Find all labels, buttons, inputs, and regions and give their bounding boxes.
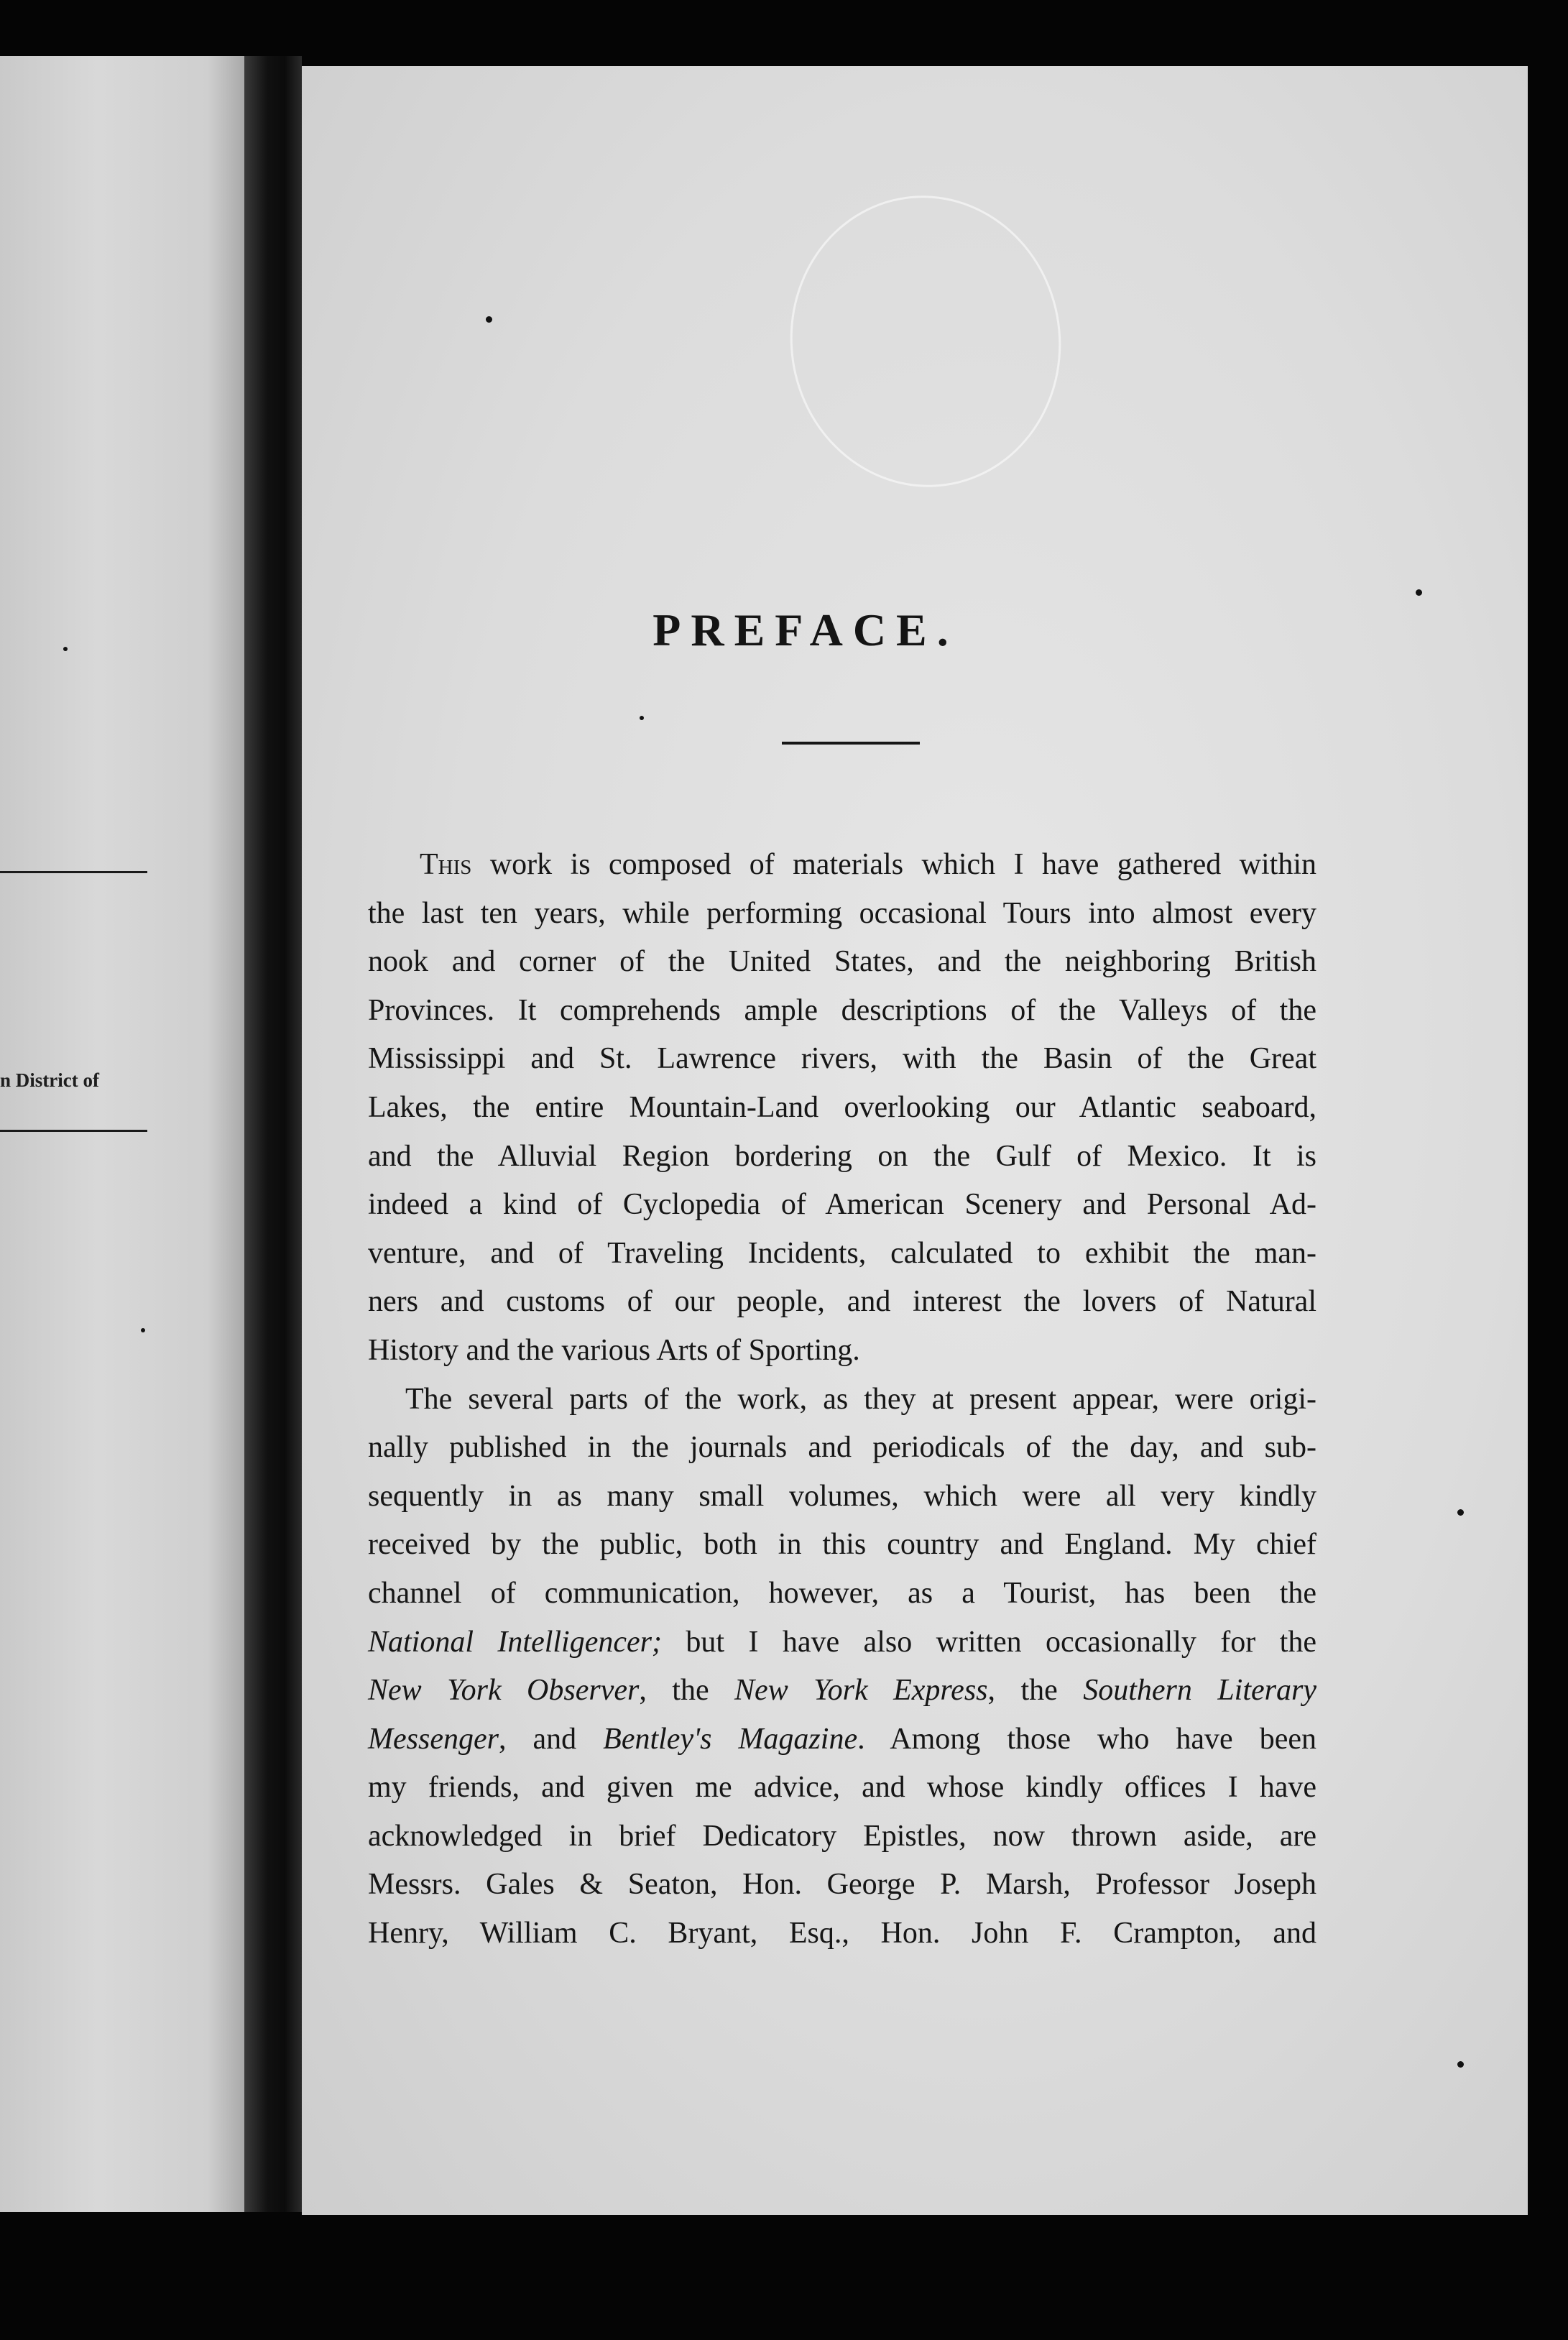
text-line: indeed a kind of Cyclopedia of American Scenery and Personal Ad- — [368, 1188, 1316, 1222]
text-line: History and the various Arts of Sporting. — [368, 1333, 860, 1367]
text-line: Messenger, and Bentley's Magazine. Among those who have been — [368, 1722, 1316, 1756]
ink-speck — [1457, 1509, 1464, 1516]
text-line: the last ten years, while performing occasional Tours into almost every — [368, 896, 1316, 930]
faded-library-stamp — [772, 178, 1080, 505]
previous-page-rule-bottom — [0, 1130, 147, 1132]
text-line: Henry, William C. Bryant, Esq., Hon. John F. Crampton, and — [368, 1917, 1316, 1950]
text-line: ners and customs of our people, and interest the lovers of Natural — [368, 1285, 1316, 1319]
previous-page-text: n District of — [0, 1069, 99, 1091]
preface-body — [368, 841, 1316, 1958]
text-line: channel of communication, however, as a Tourist, has been the — [368, 1576, 1316, 1610]
periodical-title: National Intelligencer; — [368, 1625, 662, 1659]
title-rule — [782, 742, 920, 745]
text-line: and the Alluvial Region bordering on the Gulf of Mexico. It is — [368, 1139, 1316, 1173]
previous-page-rule-top — [0, 871, 147, 873]
periodical-title: New York Express — [734, 1674, 988, 1708]
periodical-title: Messenger — [368, 1722, 499, 1756]
text-line: received by the public, both in this country and England. My chief — [368, 1528, 1316, 1562]
periodical-title: Southern Literary — [1083, 1674, 1316, 1708]
text-line: acknowledged in brief Dedicatory Epistles, now thrown aside, are — [368, 1819, 1316, 1853]
page-title: PREFACE. — [652, 604, 959, 655]
text-line: Provinces. It comprehends ample descriptions of the Valleys of the — [368, 993, 1316, 1027]
periodical-title: Bentley's Magazine — [603, 1722, 858, 1756]
text-line: venture, and of Traveling Incidents, calculated to exhibit the man- — [368, 1236, 1316, 1270]
book-gutter — [244, 56, 302, 2212]
ink-speck — [640, 716, 644, 720]
text-line: nally published in the journals and periodicals of the day, and sub- — [368, 1431, 1316, 1465]
text-line: New York Observer, the New York Express, the Southern Literary — [368, 1674, 1316, 1708]
opening-word: This — [420, 848, 472, 881]
periodical-title: New York Observer — [368, 1674, 640, 1708]
ink-speck — [1457, 2061, 1464, 2068]
text-line: nook and corner of the United States, and the neighboring British — [368, 945, 1316, 979]
text-line: Messrs. Gales & Seaton, Hon. George P. Marsh, Professor Joseph — [368, 1868, 1316, 1902]
previous-page-fragment — [0, 56, 244, 2212]
text-line: National Intelligencer; but I have also written occasionally for the — [368, 1625, 1316, 1659]
ink-speck — [1416, 589, 1422, 596]
ink-speck — [141, 1328, 145, 1332]
ink-speck — [486, 316, 492, 323]
text-line: sequently in as many small volumes, which were all very kindly — [368, 1479, 1316, 1513]
text-line: This work is composed of materials which I have gathered within — [420, 848, 1317, 881]
text-line: Mississippi and St. Lawrence rivers, with the Basin of the Great — [368, 1042, 1316, 1076]
text-line: The several parts of the work, as they at present appear, were origi- — [405, 1382, 1316, 1416]
text-line: my friends, and given me advice, and whose kindly offices I have — [368, 1771, 1316, 1805]
text-line: Lakes, the entire Mountain-Land overlooking our Atlantic seaboard, — [368, 1090, 1316, 1124]
